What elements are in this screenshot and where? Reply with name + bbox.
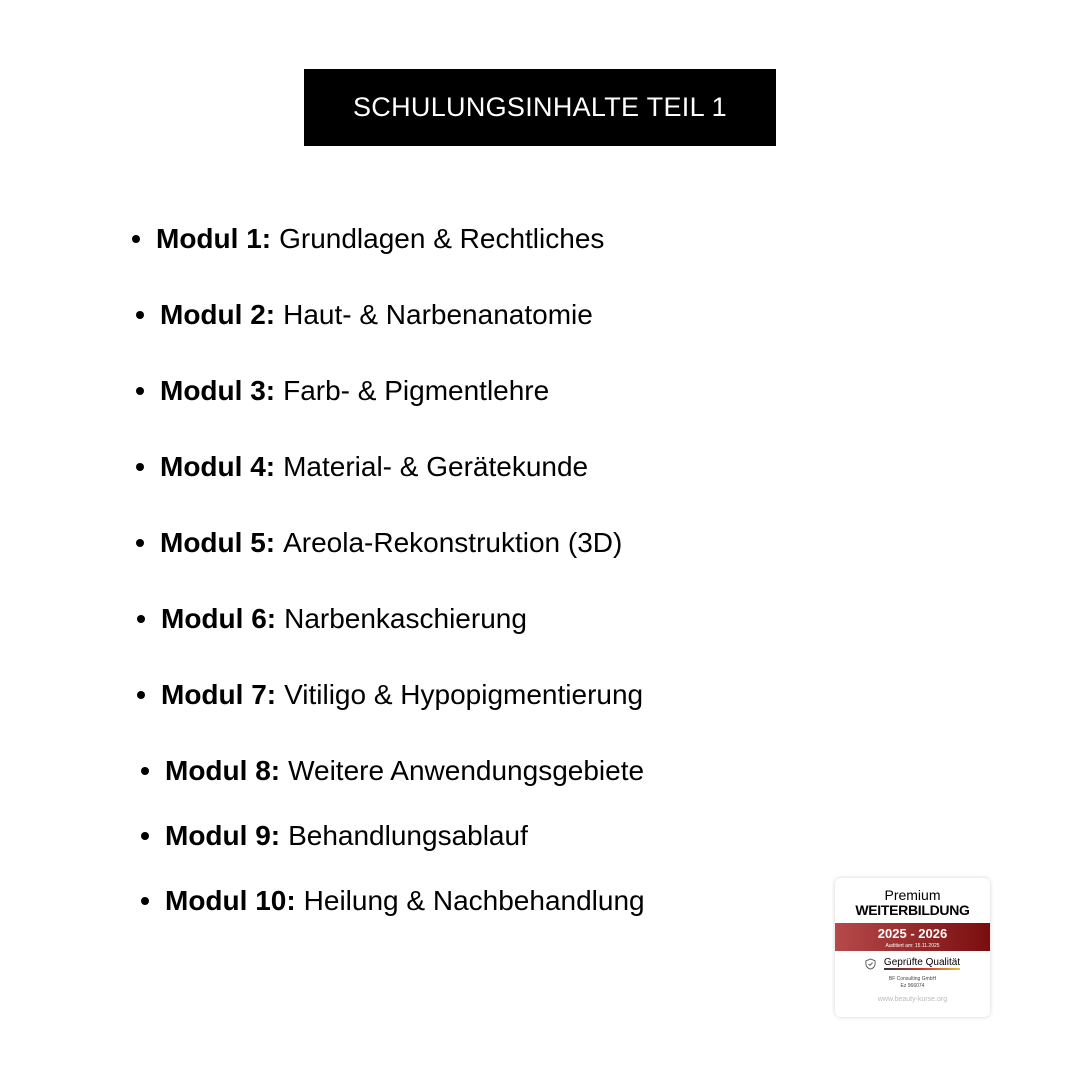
seal-audit: Auditiert am: 15.11.2025 [885,943,940,949]
module-text: Material- & Gerätekunde [283,451,589,482]
seal-band [835,923,990,951]
module-label: Modul 7: [161,679,277,710]
bullet-icon [132,235,140,243]
module-label: Modul 3: [160,375,276,406]
module-label: Modul 4: [160,451,276,482]
module-text: Areola-Rekonstruktion (3D) [283,527,623,558]
seal-quality [835,957,990,970]
bullet-icon [137,615,145,623]
module-label: Modul 5: [160,527,276,558]
module-item [141,820,528,852]
module-item [132,223,604,255]
module-item [136,527,622,559]
seal-quality-text: Geprüfte Qualität [883,957,961,968]
module-label: Modul 2: [160,299,276,330]
module-item [136,299,593,331]
bullet-icon [136,311,144,319]
module-item [137,679,643,711]
module-label: Modul 8: [165,755,281,786]
module-label: Modul 1: [156,223,272,254]
bullet-icon [136,387,144,395]
page-title: SCHULUNGSINHALTE TEIL 1 [304,69,776,146]
module-item [141,885,645,917]
module-text: Vitiligo & Hypopigmentierung [284,679,644,710]
shield-check-icon [865,958,876,970]
bullet-icon [136,539,144,547]
module-text: Farb- & Pigmentlehre [283,375,550,406]
module-item [136,375,549,407]
seal-url: www.beauty-kurse.org [877,996,948,1003]
quality-seal [835,878,990,1017]
seal-line2: WEITERBILDUNG [855,902,970,918]
bullet-icon [141,767,149,775]
module-item [141,755,644,787]
module-text: Haut- & Narbenanatomie [283,299,593,330]
module-item [136,451,588,483]
seal-years: 2025 - 2026 [877,926,948,941]
bullet-icon [141,897,149,905]
seal-reg: Ez 966074 [900,983,925,989]
module-text: Behandlungsablauf [288,820,528,851]
module-text: Heilung & Nachbehandlung [303,885,645,916]
module-text: Narbenkaschierung [284,603,527,634]
module-label: Modul 6: [161,603,277,634]
module-label: Modul 10: [165,885,296,916]
bullet-icon [141,832,149,840]
module-label: Modul 9: [165,820,281,851]
bullet-icon [137,691,145,699]
seal-company: BF Consulting GmbH [888,976,937,982]
module-text: Grundlagen & Rechtliches [279,223,605,254]
seal-line1: Premium [884,887,941,903]
module-text: Weitere Anwendungsgebiete [288,755,645,786]
module-item [137,603,527,635]
bullet-icon [136,463,144,471]
